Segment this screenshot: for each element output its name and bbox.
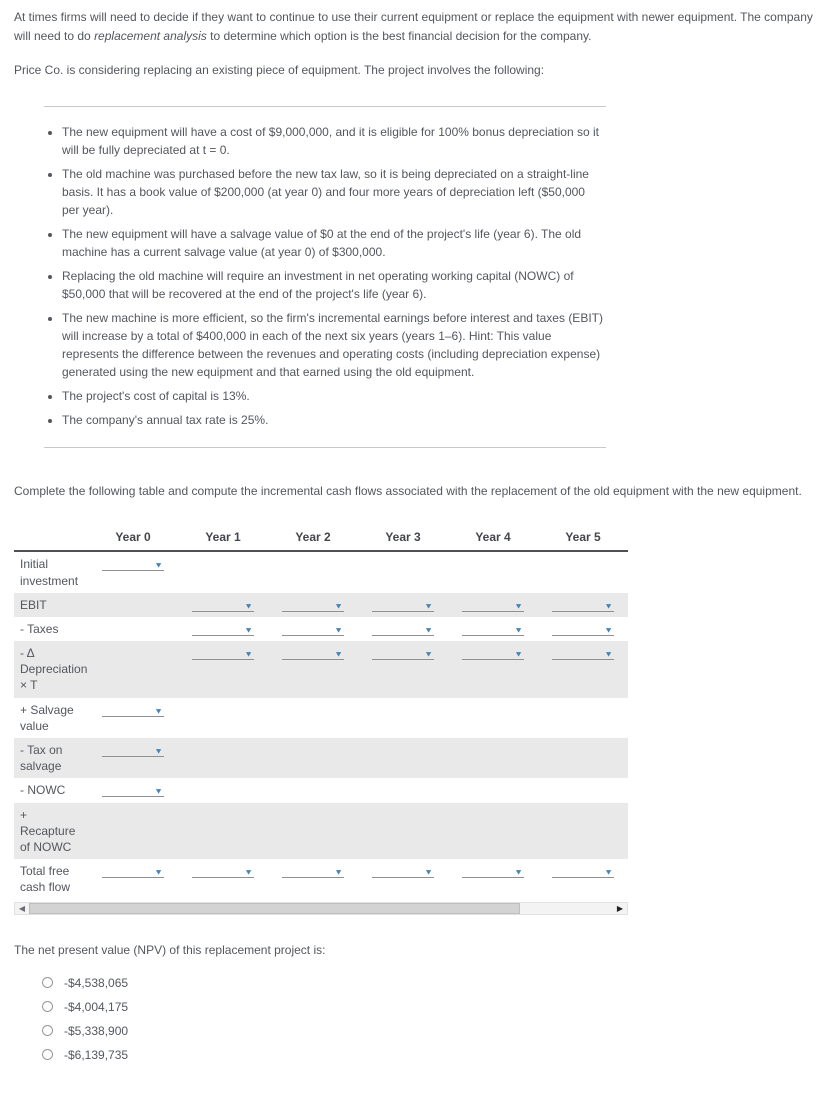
chevron-down-icon: ▼ — [514, 625, 523, 635]
row-label: + Recapture of NOWC — [20, 807, 76, 854]
total-fcf-year2-dropdown[interactable] — [282, 863, 344, 878]
option-label: -$4,538,065 — [64, 975, 129, 990]
chevron-down-icon: ▼ — [244, 867, 253, 877]
delta-depreciation-year5-dropdown[interactable] — [552, 645, 614, 660]
chevron-down-icon: ▼ — [334, 867, 343, 877]
ebit-year4-dropdown[interactable] — [462, 597, 524, 612]
initial-investment-year0-dropdown[interactable] — [102, 556, 164, 571]
column-header-year1: Year 1 — [178, 526, 268, 551]
chevron-down-icon: ▼ — [514, 601, 523, 610]
chevron-down-icon: ▼ — [424, 867, 433, 877]
fact-item: • The new machine is more efficient, so the firm's incremental earnings before interest and taxes (EBIT) will increase by a total of $400,000 in each of the next six years (years 1–6). Hint: This value represents the difference between the revenues and operating costs (including depreciation expense) generated using the new equipment and that earned using the old equipment. — [62, 309, 604, 381]
fact-item: • The project's cost of capital is 13%. — [62, 387, 604, 405]
total-fcf-year5-dropdown[interactable] — [552, 863, 614, 878]
cash-flow-table — [14, 526, 628, 899]
chevron-down-icon: ▼ — [604, 601, 613, 610]
table-row — [14, 698, 628, 738]
chevron-down-icon: ▼ — [244, 601, 253, 610]
total-fcf-year3-dropdown[interactable] — [372, 863, 434, 878]
intro-text-2: to determine which option is the best financial decision for the company. — [206, 29, 592, 44]
chevron-down-icon: ▼ — [604, 625, 613, 635]
chevron-down-icon: ▼ — [244, 649, 253, 659]
fact-item: • The old machine was purchased before the new tax law, so it is being depreciated on a straight-line basis. It has a book value of $200,000 (at year 0) and four more years of depreciation left ($50,000 per year). — [62, 165, 604, 219]
scroll-left-icon[interactable]: ◀ — [18, 903, 26, 913]
npv-options — [42, 977, 816, 1061]
npv-option-1[interactable] — [42, 977, 816, 989]
npv-option-2[interactable] — [42, 1001, 816, 1013]
radio-button-icon[interactable] — [42, 1049, 53, 1060]
taxes-year2-dropdown[interactable] — [282, 621, 344, 636]
scroll-right-icon[interactable]: ▶ — [616, 903, 624, 913]
instruction-text: Complete the following table and compute the incremental cash flows associated with the replacement of the old equipment with the new equipment. — [14, 484, 802, 499]
nowc-year0-dropdown[interactable] — [102, 782, 164, 797]
facts-list — [46, 123, 604, 429]
intro-italic-term: replacement analysis — [94, 29, 207, 44]
chevron-down-icon: ▼ — [154, 746, 163, 756]
radio-button-icon[interactable] — [42, 977, 53, 988]
chevron-down-icon: ▼ — [604, 867, 613, 877]
ebit-year5-dropdown[interactable] — [552, 597, 614, 612]
radio-button-icon[interactable] — [42, 1001, 53, 1012]
taxes-year4-dropdown[interactable] — [462, 621, 524, 636]
radio-button-icon[interactable] — [42, 1025, 53, 1036]
chevron-down-icon: ▼ — [514, 649, 523, 659]
npv-question: The net present value (NPV) of this replacement project is: — [14, 942, 326, 957]
row-label: - Taxes — [20, 621, 59, 636]
ebit-year2-dropdown[interactable] — [282, 597, 344, 612]
chevron-down-icon: ▼ — [424, 649, 433, 659]
row-label: - Tax on salvage — [20, 743, 63, 774]
row-label: + Salvage value — [20, 702, 74, 733]
row-label: - Δ Depreciation × T — [20, 646, 88, 693]
total-fcf-year4-dropdown[interactable] — [462, 863, 524, 878]
header-row — [14, 526, 628, 551]
intro-text-1: At times firms will need to decide if they want to continue to use their current equipment or replace the equipment with newer equipment. The company will need to do — [14, 10, 813, 44]
intro-paragraph — [14, 8, 814, 47]
column-header-year0: Year 0 — [88, 526, 178, 551]
npv-option-3[interactable] — [42, 1025, 816, 1037]
row-label-header — [14, 526, 88, 551]
table-row — [14, 859, 628, 899]
option-label: -$6,139,735 — [64, 1047, 129, 1062]
chevron-down-icon: ▼ — [334, 649, 343, 659]
fact-item: • The new equipment will have a salvage value of $0 at the end of the project's life (year 6). The old machine has a current salvage value (at year 0) of $300,000. — [62, 225, 604, 261]
taxes-year3-dropdown[interactable] — [372, 621, 434, 636]
row-label: EBIT — [20, 597, 47, 612]
fact-item: • Replacing the old machine will require an investment in net operating working capital (NOWC) of $50,000 that will be recovered at the end of the project's life (year 6). — [62, 267, 604, 303]
chevron-down-icon: ▼ — [154, 787, 163, 796]
taxes-year1-dropdown[interactable] — [192, 621, 254, 636]
table-row — [14, 617, 628, 641]
row-label: - NOWC — [20, 783, 66, 798]
tax-on-salvage-year0-dropdown[interactable] — [102, 742, 164, 757]
delta-depreciation-year4-dropdown[interactable] — [462, 645, 524, 660]
chevron-down-icon: ▼ — [604, 649, 613, 659]
row-label: Initial investment — [20, 557, 79, 588]
option-label: -$4,004,175 — [64, 999, 129, 1014]
column-header-year5: Year 5 — [538, 526, 628, 551]
chevron-down-icon: ▼ — [154, 867, 163, 877]
chevron-down-icon: ▼ — [334, 625, 343, 635]
delta-depreciation-year2-dropdown[interactable] — [282, 645, 344, 660]
delta-depreciation-year3-dropdown[interactable] — [372, 645, 434, 660]
scrollbar-track[interactable] — [29, 903, 613, 914]
facts-box — [44, 106, 606, 448]
horizontal-scrollbar[interactable] — [14, 902, 628, 915]
column-header-year4: Year 4 — [448, 526, 538, 551]
npv-option-4[interactable] — [42, 1049, 816, 1061]
fact-item: • The company's annual tax rate is 25%. — [62, 411, 604, 429]
scrollbar-thumb[interactable] — [29, 903, 520, 914]
option-label: -$5,338,900 — [64, 1023, 129, 1038]
chevron-down-icon: ▼ — [154, 561, 163, 570]
column-header-year3: Year 3 — [358, 526, 448, 551]
table-row — [14, 551, 628, 592]
total-fcf-year0-dropdown[interactable] — [102, 863, 164, 878]
chevron-down-icon: ▼ — [424, 625, 433, 635]
table-row — [14, 738, 628, 778]
ebit-year1-dropdown[interactable] — [192, 597, 254, 612]
table-row — [14, 641, 628, 698]
ebit-year3-dropdown[interactable] — [372, 597, 434, 612]
table-row — [14, 778, 628, 802]
table-row — [14, 593, 628, 617]
taxes-year5-dropdown[interactable] — [552, 621, 614, 636]
column-header-year2: Year 2 — [268, 526, 358, 551]
fact-item: • The new equipment will have a cost of $9,000,000, and it is eligible for 100% bonus depreciation so it will be fully depreciated at t = 0. — [62, 123, 604, 159]
chevron-down-icon: ▼ — [154, 706, 163, 715]
total-fcf-year1-dropdown[interactable] — [192, 863, 254, 878]
scenario-paragraph: Price Co. is considering replacing an existing piece of equipment. The project involves the following: — [14, 62, 545, 77]
row-label: Total free cash flow — [20, 864, 71, 895]
table-row — [14, 803, 628, 860]
chevron-down-icon: ▼ — [514, 867, 523, 877]
salvage-value-year0-dropdown[interactable] — [102, 702, 164, 717]
chevron-down-icon: ▼ — [334, 601, 343, 610]
chevron-down-icon: ▼ — [424, 601, 433, 610]
chevron-down-icon: ▼ — [244, 625, 253, 635]
delta-depreciation-year1-dropdown[interactable] — [192, 645, 254, 660]
